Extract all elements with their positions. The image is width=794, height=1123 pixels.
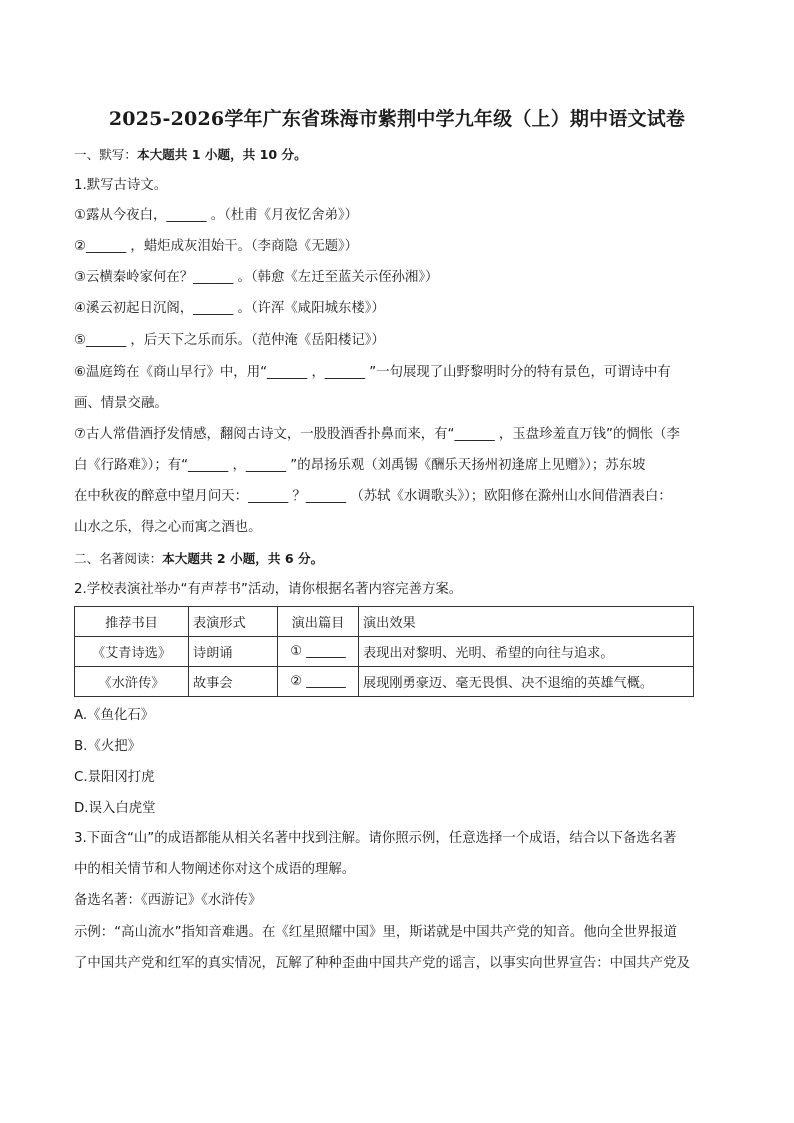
section-2-desc: 本大题共 2 小题，共 6 分。 xyxy=(162,551,324,566)
q2-option-b: B.《火把》 xyxy=(74,739,142,754)
table-row xyxy=(75,667,694,697)
q1-item-1: ①露从今夜白，______ 。（杜甫《月夜忆舍弟》） xyxy=(74,208,359,223)
q3-line-2: 中的相关情节和人物阐述你对这个成语的理解。 xyxy=(74,862,356,877)
q2-option-a: A.《鱼化石》 xyxy=(74,708,155,723)
table-header-cell: 演出效果 xyxy=(359,607,694,637)
q2-stem: 2.学校表演社举办“有声荐书”活动，请你根据名著内容完善方案。 xyxy=(74,582,463,597)
section-1-label: 一、默写： xyxy=(74,147,137,162)
exam-title: 2025-2026学年广东省珠海市紫荆中学九年级（上）期中语文试卷 xyxy=(108,108,686,130)
table-cell: 《水浒传》 xyxy=(75,667,189,697)
q3-line-4: 示例：“高山流水”指知音难遇。在《红星照耀中国》里，斯诺就是中国共产党的知音。他向全世界报道 xyxy=(74,925,678,940)
table-header-row xyxy=(75,607,694,637)
q2-option-d: D.误入白虎堂 xyxy=(74,801,156,816)
q3-line-1: 3.下面含“山”的成语都能从相关名著中找到注解。请你照示例，任意选择一个成语，结合以下备选名著 xyxy=(74,831,677,846)
table-header-cell: 演出篇目 xyxy=(278,607,359,637)
q1-item-3: ③云横秦岭家何在？______ 。（韩愈《左迁至蓝关示侄孙湘》） xyxy=(74,270,439,285)
q1-item-6-line-2: 画、情景交融。 xyxy=(74,396,168,411)
q1-item-7-line-1: ⑦古人常借酒抒发情感，翻阅古诗文，一股股酒香扑鼻而来，有“______ ，玉盘珍羞直万钱”的惆怅（李 xyxy=(74,427,680,442)
q1-item-7-line-4: 山水之乐，得之心而寓之酒也。 xyxy=(74,520,262,535)
section-2-label: 二、名著阅读： xyxy=(74,551,163,566)
recommendation-table xyxy=(74,606,694,697)
q1-item-2: ②______ ，蜡炬成灰泪始干。（李商隐《无题》） xyxy=(74,239,359,254)
table-cell: 诗朗诵 xyxy=(189,637,278,667)
section-1-heading xyxy=(74,145,724,165)
q1-item-6-line-1: ⑥温庭筠在《商山早行》中，用“______ ，______ ”一句展现了山野黎明时分的特有景色，可谓诗中有 xyxy=(74,365,671,380)
q2-option-c: C.景阳冈打虎 xyxy=(74,770,155,785)
section-2-heading xyxy=(74,549,724,569)
q1-item-7-line-2: 白《行路难》）；有“______ ，______ ”的昂扬乐观（刘禹锡《酬乐天扬州初逢席上见赠》）；苏东坡 xyxy=(74,458,646,473)
table-cell: 《艾青诗选》 xyxy=(75,637,189,667)
table-cell: 展现刚勇豪迈、毫无畏惧、决不退缩的英雄气概。 xyxy=(359,667,694,697)
q3-line-5: 了中国共产党和红军的真实情况，瓦解了种种歪曲中国共产党的谣言，以事实向世界宣告：中国共产党及 xyxy=(74,956,690,971)
table-row xyxy=(75,637,694,667)
table-header-cell: 推荐书目 xyxy=(75,607,189,637)
table-cell: ② ______ xyxy=(278,667,359,697)
q1-item-5: ⑤______ ，后天下之乐而乐。（范仲淹《岳阳楼记》） xyxy=(74,333,385,348)
table-cell: 故事会 xyxy=(189,667,278,697)
table-header-cell: 表演形式 xyxy=(189,607,278,637)
q1-stem: 1.默写古诗文。 xyxy=(74,178,168,193)
section-1-desc: 本大题共 1 小题，共 10 分。 xyxy=(136,147,307,162)
table-cell: 表现出对黎明、光明、希望的向往与追求。 xyxy=(359,637,694,667)
q1-item-7-line-3: 在中秋夜的醉意中望月问天：______ ？______ （苏轼《水调歌头》）；欧阳修在滁州山水间借酒表白： xyxy=(74,489,672,504)
q3-line-3: 备选名著：《西游记》《水浒传》 xyxy=(74,893,262,908)
table-cell: ① ______ xyxy=(278,637,359,667)
q1-item-4: ④溪云初起日沉阁，______ 。（许浑《咸阳城东楼》） xyxy=(74,301,385,316)
